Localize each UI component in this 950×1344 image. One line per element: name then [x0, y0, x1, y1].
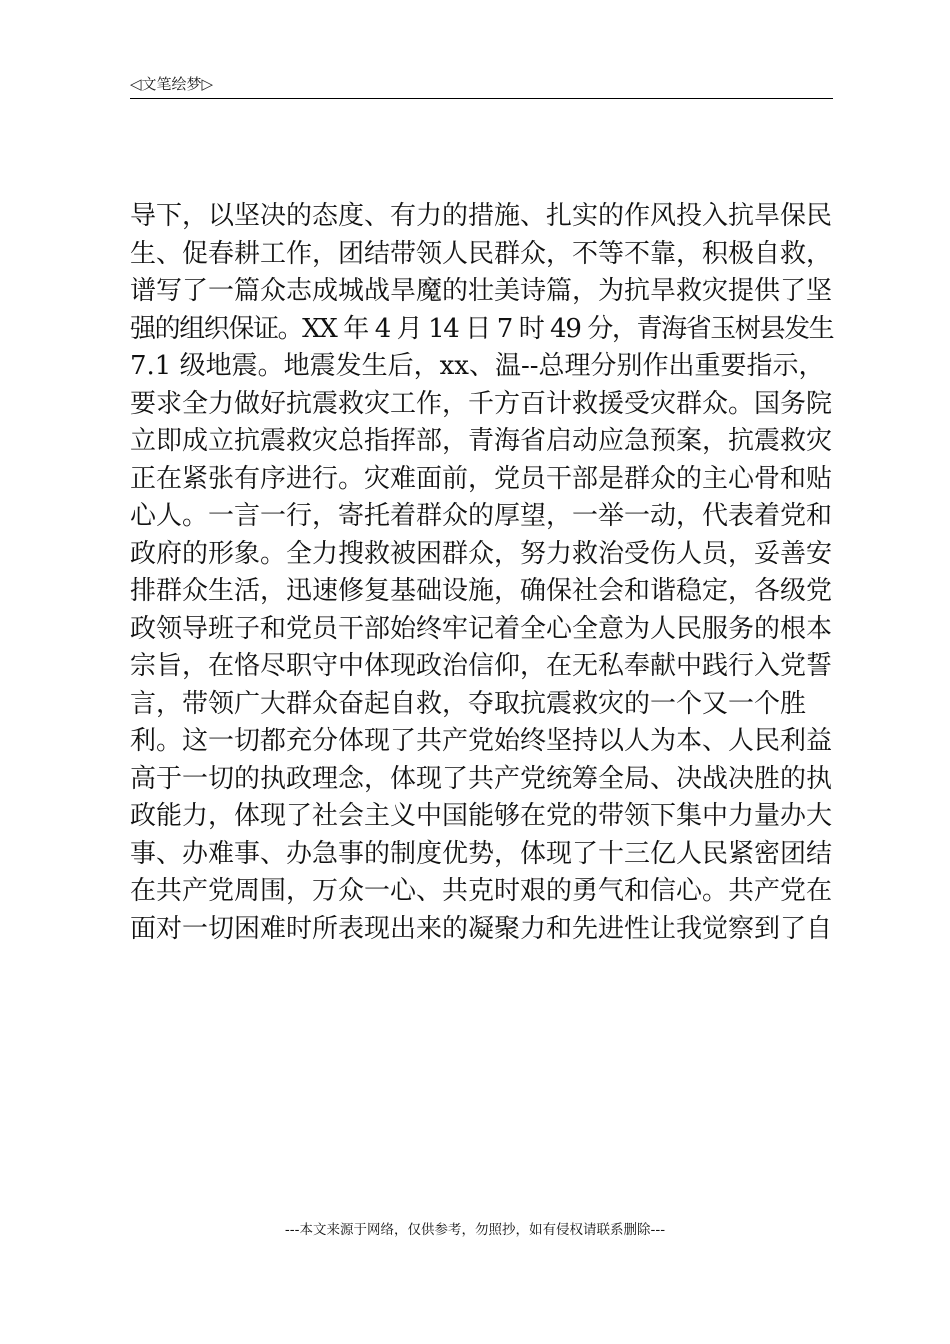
body-line: 在共产党周围，万众一心、共克时艰的勇气和信心。共产党在: [130, 876, 833, 906]
header-title: ◁文笔绘梦▷: [130, 75, 214, 93]
page-header: [130, 74, 833, 99]
body-line: 宗旨，在恪尽职守中体现政治信仰，在无私奉献中践行入党誓: [130, 651, 833, 681]
body-line: 要求全力做好抗震救灾工作，千方百计救援受灾群众。国务院: [130, 388, 833, 419]
document-body: [130, 198, 835, 948]
body-line: 7.1 级地震。地震发生后，xx、温--总理分别作出重要指示，: [130, 351, 825, 381]
body-line: 利。这一切都充分体现了共产党始终坚持以人为本、人民利益: [130, 726, 833, 756]
body-line: 面对一切困难时所表现出来的凝聚力和先进性让我觉察到了自: [130, 913, 833, 944]
body-line: 政府的形象。全力搜救被困群众，努力救治受伤人员，妥善安: [130, 538, 833, 569]
body-line: 正在紧张有序进行。灾难面前，党员干部是群众的主心骨和贴: [130, 463, 833, 494]
body-line: 事、办难事、办急事的制度优势，体现了十三亿人民紧密团结: [130, 838, 833, 869]
body-line: 政能力，体现了社会主义中国能够在党的带领下集中力量办大: [130, 801, 833, 831]
body-line: 强的组织保证。XX 年 4 月 14 日 7 时 49 分，青海省玉树县发生: [130, 313, 834, 344]
body-line: 生、促春耕工作，团结带领人民群众，不等不靠，积极自救，: [130, 238, 833, 269]
body-line: 导下，以坚决的态度、有力的措施、扎实的作风投入抗旱保民: [130, 201, 833, 231]
body-line: 言，带领广大群众奋起自救，夺取抗震救灾的一个又一个胜: [130, 688, 807, 719]
page-footer: ---本文来源于网络，仅供参考，勿照抄，如有侵权请联系删除---: [284, 1222, 666, 1238]
body-line: 政领导班子和党员干部始终牢记着全心全意为人民服务的根本: [130, 613, 833, 644]
body-line: 立即成立抗震救灾总指挥部，青海省启动应急预案，抗震救灾: [130, 426, 833, 456]
body-line: 高于一切的执政理念，体现了共产党统筹全局、决战决胜的执: [130, 763, 833, 794]
body-line: 谱写了一篇众志成城战旱魔的壮美诗篇，为抗旱救灾提供了坚: [130, 276, 833, 306]
body-line: 排群众生活，迅速修复基础设施，确保社会和谐稳定，各级党: [130, 576, 833, 606]
body-line: 心人。一言一行，寄托着群众的厚望，一举一动，代表着党和: [130, 501, 833, 531]
